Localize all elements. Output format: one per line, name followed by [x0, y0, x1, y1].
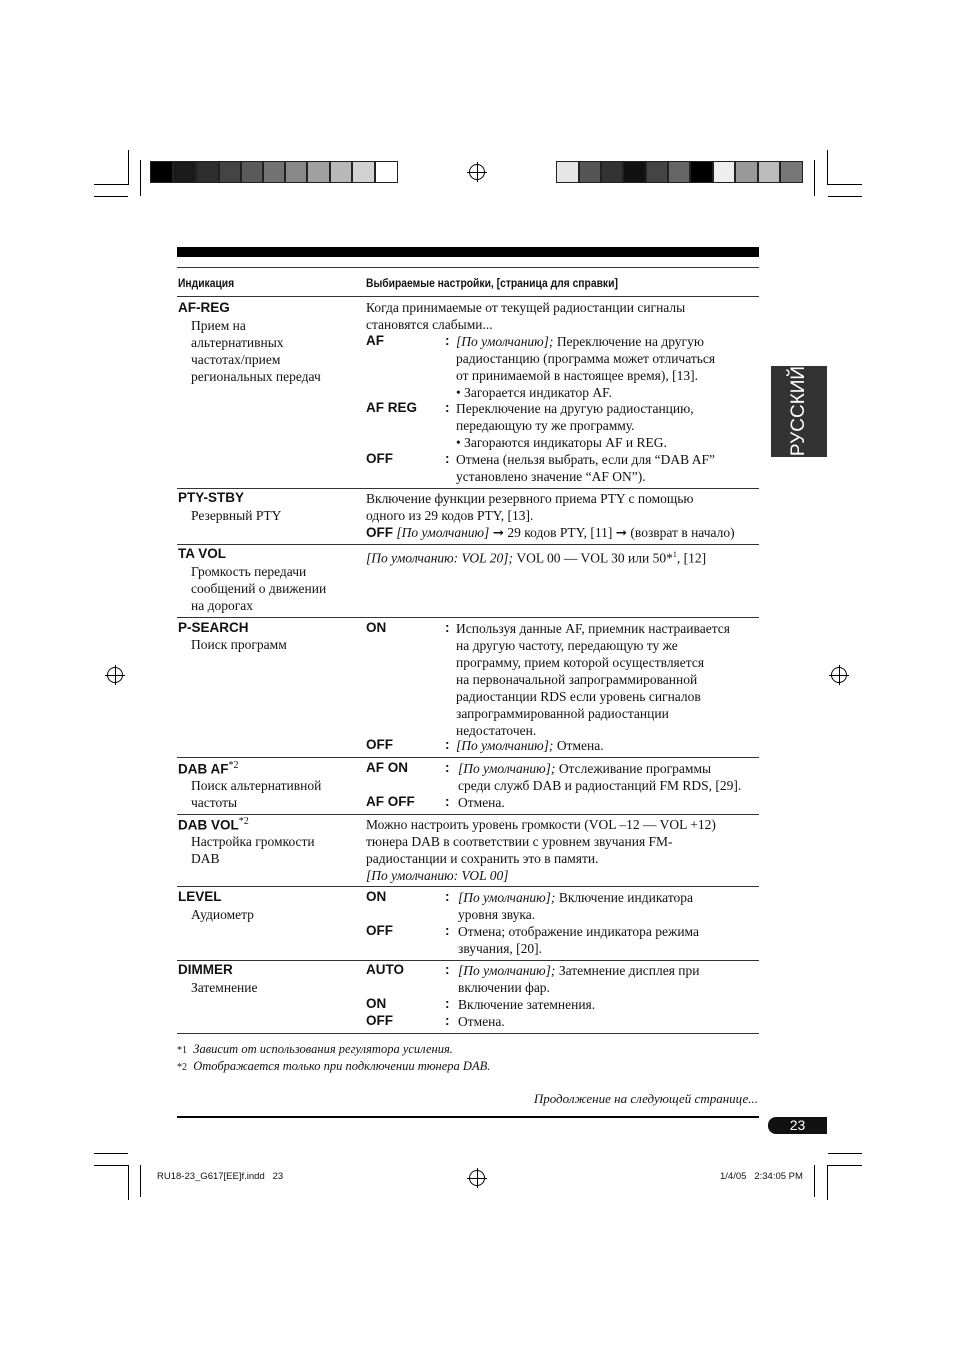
setting-name: DAB VOL$^{*2}$: [178, 816, 249, 833]
footnote-2: *2 Отображается только при подключении тюнера DAB.: [177, 1059, 491, 1073]
setting-desc: Аудиометр: [191, 907, 254, 922]
option-desc: [По умолчанию]; Затемнение дисплея при включении фар.: [458, 963, 700, 995]
option-label: OFF: [366, 451, 393, 466]
language-tab-label: РУССКИЙ: [788, 365, 809, 457]
footnote-1: *1 Зависит от использования регулятора усиления.: [177, 1042, 453, 1056]
option-label: AUTO: [366, 962, 405, 977]
option-label: AF REG: [366, 400, 418, 415]
option-desc: Отмена; отображение индикатора режима звучания, [20].: [458, 924, 700, 956]
option-label: ON: [366, 889, 387, 904]
option-desc: [По умолчанию]; Отмена.: [456, 738, 604, 753]
header-settings: Выбираемые настройки, [страница для справки]: [366, 276, 618, 290]
registration-mark-top-icon: [469, 164, 485, 180]
top-bar: [177, 247, 759, 257]
option-label: AF OFF: [366, 794, 415, 809]
setting-name: P-SEARCH: [178, 620, 249, 635]
setting-intro: Можно настроить уровень громкости (VOL –12 — VOL +12) тюнера DAB в соответствии с уровнем звучания FM- радиостанции и сохранить это в памяти. [По умолчанию: VOL 00]: [366, 817, 716, 883]
print-file-info: RU18-23_G617[EE]f.indd 23: [157, 1171, 284, 1182]
language-tab: [771, 366, 827, 457]
option-desc: Отмена (нельзя выбрать, если для “DAB AF” установлено значение “AF ON”).: [456, 452, 716, 484]
setting-intro: Включение функции резервного приема PTY с помощью одного из 29 кодов PTY, [13].: [366, 491, 694, 523]
option-label: OFF: [366, 737, 393, 752]
option-desc: Отмена.: [458, 795, 505, 810]
option-desc: Отмена.: [458, 1014, 505, 1029]
setting-name: LEVEL: [178, 889, 222, 904]
arrow-right-icon: ➞: [492, 525, 504, 540]
page-number: 23: [768, 1117, 827, 1134]
option-desc: Переключение на другую радиостанцию, передающую ту же программу. • Загораются индикаторы AF и REG.: [456, 401, 694, 450]
setting-name: DIMMER: [178, 962, 233, 977]
option-label: OFF: [366, 923, 393, 938]
setting-desc: Настройка громкости DAB: [191, 834, 315, 866]
option-desc: [По умолчанию]; Переключение на другую радиостанцию (программа может отличаться от принимаемой в настоящее время), [13]. • Загорается индикатор AF.: [456, 334, 716, 400]
header-indication: Индикация: [178, 276, 235, 290]
print-date-info: 1/4/05 2:34:05 PM: [720, 1171, 803, 1182]
setting-desc: Громкость передачи сообщений о движении на дорогах: [191, 564, 327, 613]
setting-name: TA VOL: [178, 546, 226, 561]
setting-desc: Прием на альтернативных частотах/прием региональных передач: [191, 318, 321, 384]
option-label: ON: [366, 996, 387, 1011]
setting-desc: Поиск программ: [191, 637, 287, 652]
setting-name: AF-REG: [178, 300, 230, 315]
option-desc: [По умолчанию]; Отслеживание программы среди служб DAB и радиостанций FM RDS, [29].: [458, 761, 742, 793]
setting-intro: Когда принимаемые от текущей радиостанции сигналы становятся слабыми...: [366, 300, 686, 332]
option-desc: Используя данные AF, приемник настраивается на другую частоту, передающую ту же программу, прием которой осуществляется на первоначальной запрограммированной радиостанции RDS если уровень сигналов запрограммированной радиостанции недостаточен.: [456, 621, 730, 738]
option-label: ON: [366, 620, 387, 635]
setting-name: PTY-STBY: [178, 490, 245, 505]
registration-mark-bottom-icon: [469, 1170, 485, 1186]
pty-off-sequence: OFF [По умолчанию] ➞ 29 кодов PTY, [11] ➞ (возврат в начало): [366, 525, 735, 540]
option-label: AF ON: [366, 760, 408, 775]
option-label: OFF: [366, 1013, 393, 1028]
setting-desc: Поиск альтернативной частоты: [191, 778, 322, 810]
bottom-rule: [177, 1116, 759, 1118]
continued-note: Продолжение на следующей странице...: [533, 1091, 758, 1106]
registration-mark-right-icon: [831, 667, 847, 683]
registration-mark-left-icon: [107, 667, 123, 683]
option-desc: Включение затемнения.: [458, 997, 596, 1012]
setting-name: DAB AF$^{*2}$: [178, 760, 239, 777]
option-label: AF: [366, 333, 384, 348]
option-desc: [По умолчанию]; Включение индикатора уровня звука.: [458, 890, 694, 922]
arrow-right-icon: ➞: [615, 525, 628, 540]
setting-range: [По умолчанию: VOL 20]; VOL 00 — VOL 30 или 50*$^1$, [12]: [366, 550, 707, 566]
setting-desc: Резервный PTY: [191, 508, 282, 523]
setting-desc: Затемнение: [191, 980, 258, 995]
